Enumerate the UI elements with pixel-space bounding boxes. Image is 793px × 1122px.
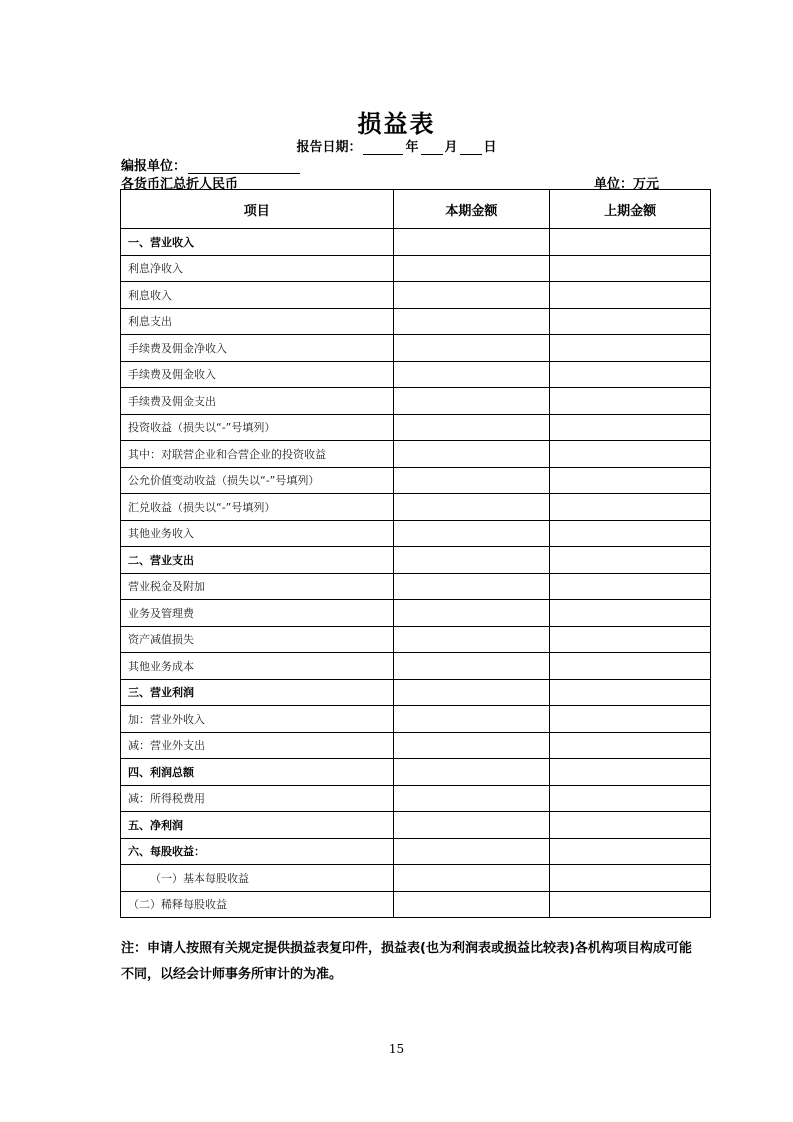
month-label: 月 [444, 140, 458, 155]
row-label: （二）稀释每股收益 [121, 891, 394, 918]
row-label: 手续费及佣金收入 [121, 361, 394, 388]
footnote: 注：申请人按照有关规定提供损益表复印件，损益表(也为利润表或损益比较表)各机构项目构成可能不同，以经会计师事务所审计的为准。 [121, 941, 692, 982]
current-amount-cell[interactable] [393, 573, 550, 600]
table-row [121, 388, 711, 415]
current-amount-cell[interactable] [393, 891, 550, 918]
table-row [121, 282, 711, 309]
row-label: 投资收益（损失以“-”号填列） [121, 414, 394, 441]
day-blank [460, 141, 482, 155]
current-amount-cell[interactable] [393, 414, 550, 441]
income-statement-table [120, 189, 711, 918]
current-amount-cell[interactable] [393, 335, 550, 362]
row-label: 三、营业利润 [121, 679, 394, 706]
prior-amount-cell[interactable] [550, 785, 711, 812]
reporting-unit-blank [188, 160, 300, 174]
row-label: 加：营业外收入 [121, 706, 394, 733]
prior-amount-cell[interactable] [550, 679, 711, 706]
row-label: 营业税金及附加 [121, 573, 394, 600]
prior-amount-cell[interactable] [550, 308, 711, 335]
table-row [121, 520, 711, 547]
current-amount-cell[interactable] [393, 706, 550, 733]
table-row [121, 255, 711, 282]
row-label: 二、营业支出 [121, 547, 394, 574]
table-row [121, 547, 711, 574]
report-date-label: 报告日期： [296, 140, 362, 155]
row-label: 利息净收入 [121, 255, 394, 282]
row-label: 其他业务成本 [121, 653, 394, 680]
row-label: 其中：对联营企业和合营企业的投资收益 [121, 441, 394, 468]
current-amount-cell[interactable] [393, 282, 550, 309]
current-amount-cell[interactable] [393, 547, 550, 574]
year-blank [363, 141, 403, 155]
page-title: 损益表 [357, 110, 436, 138]
current-amount-cell[interactable] [393, 467, 550, 494]
current-amount-cell[interactable] [393, 229, 550, 256]
prior-amount-cell[interactable] [550, 626, 711, 653]
current-amount-cell[interactable] [393, 732, 550, 759]
table-row [121, 626, 711, 653]
row-label: 减：营业外支出 [121, 732, 394, 759]
table-row [121, 706, 711, 733]
row-label: 减：所得税费用 [121, 785, 394, 812]
prior-amount-cell[interactable] [550, 229, 711, 256]
prior-amount-cell[interactable] [550, 520, 711, 547]
prior-amount-cell[interactable] [550, 414, 711, 441]
table-row [121, 891, 711, 918]
row-label: 资产减值损失 [121, 626, 394, 653]
table-row [121, 732, 711, 759]
current-amount-cell[interactable] [393, 520, 550, 547]
year-label: 年 [405, 140, 419, 155]
report-date-line [0, 136, 793, 155]
prior-amount-cell[interactable] [550, 494, 711, 521]
prior-amount-cell[interactable] [550, 441, 711, 468]
row-label: 业务及管理费 [121, 600, 394, 627]
table-row [121, 467, 711, 494]
current-amount-cell[interactable] [393, 785, 550, 812]
prior-amount-cell[interactable] [550, 547, 711, 574]
table-row [121, 759, 711, 786]
row-label: 手续费及佣金净收入 [121, 335, 394, 362]
current-amount-cell[interactable] [393, 759, 550, 786]
current-amount-cell[interactable] [393, 653, 550, 680]
unit-label: 单位：万元 [594, 177, 660, 192]
row-label: 四、利润总额 [121, 759, 394, 786]
table-row [121, 679, 711, 706]
prior-amount-cell[interactable] [550, 388, 711, 415]
row-label: 手续费及佣金支出 [121, 388, 394, 415]
prior-amount-cell[interactable] [550, 732, 711, 759]
header-prior-period: 上期金额 [550, 190, 711, 229]
table-row [121, 600, 711, 627]
row-label: 利息支出 [121, 308, 394, 335]
prior-amount-cell[interactable] [550, 573, 711, 600]
prior-amount-cell[interactable] [550, 282, 711, 309]
prior-amount-cell[interactable] [550, 865, 711, 892]
prior-amount-cell[interactable] [550, 812, 711, 839]
prior-amount-cell[interactable] [550, 600, 711, 627]
table-row [121, 441, 711, 468]
current-amount-cell[interactable] [393, 865, 550, 892]
row-label: 其他业务收入 [121, 520, 394, 547]
row-label: 公允价值变动收益（损失以“-”号填列） [121, 467, 394, 494]
day-label: 日 [483, 140, 497, 155]
header-current-period: 本期金额 [393, 190, 550, 229]
reporting-unit-line [121, 155, 302, 174]
current-amount-cell[interactable] [393, 812, 550, 839]
row-label: 一、营业收入 [121, 229, 394, 256]
table-row [121, 653, 711, 680]
month-blank [421, 141, 443, 155]
prior-amount-cell[interactable] [550, 467, 711, 494]
current-amount-cell[interactable] [393, 441, 550, 468]
prior-amount-cell[interactable] [550, 361, 711, 388]
row-label: 汇兑收益（损失以“-”号填列） [121, 494, 394, 521]
current-amount-cell[interactable] [393, 494, 550, 521]
current-amount-cell[interactable] [393, 838, 550, 865]
table-row [121, 573, 711, 600]
table-row [121, 335, 711, 362]
table-row [121, 785, 711, 812]
row-label: 六、每股收益： [121, 838, 394, 865]
table-row [121, 361, 711, 388]
row-label: 五、净利润 [121, 812, 394, 839]
table-header-row [121, 190, 711, 229]
table-body [121, 229, 711, 918]
row-label: （一）基本每股收益 [121, 865, 394, 892]
row-label: 利息收入 [121, 282, 394, 309]
current-amount-cell[interactable] [393, 679, 550, 706]
current-amount-cell[interactable] [393, 308, 550, 335]
table-row [121, 414, 711, 441]
page-number: 15 [388, 1042, 405, 1056]
prior-amount-cell[interactable] [550, 335, 711, 362]
prior-amount-cell[interactable] [550, 891, 711, 918]
table-row [121, 812, 711, 839]
current-amount-cell[interactable] [393, 388, 550, 415]
current-amount-cell[interactable] [393, 626, 550, 653]
prior-amount-cell[interactable] [550, 255, 711, 282]
prior-amount-cell[interactable] [550, 653, 711, 680]
currency-note: 各货币汇总折人民币 [121, 177, 239, 192]
reporting-unit-label: 编报单位： [121, 159, 187, 174]
current-amount-cell[interactable] [393, 600, 550, 627]
prior-amount-cell[interactable] [550, 759, 711, 786]
table-row [121, 494, 711, 521]
header-item: 项目 [121, 190, 394, 229]
table-row [121, 308, 711, 335]
table-row [121, 865, 711, 892]
current-amount-cell[interactable] [393, 361, 550, 388]
prior-amount-cell[interactable] [550, 838, 711, 865]
table-row [121, 838, 711, 865]
prior-amount-cell[interactable] [550, 706, 711, 733]
current-amount-cell[interactable] [393, 255, 550, 282]
table-row [121, 229, 711, 256]
